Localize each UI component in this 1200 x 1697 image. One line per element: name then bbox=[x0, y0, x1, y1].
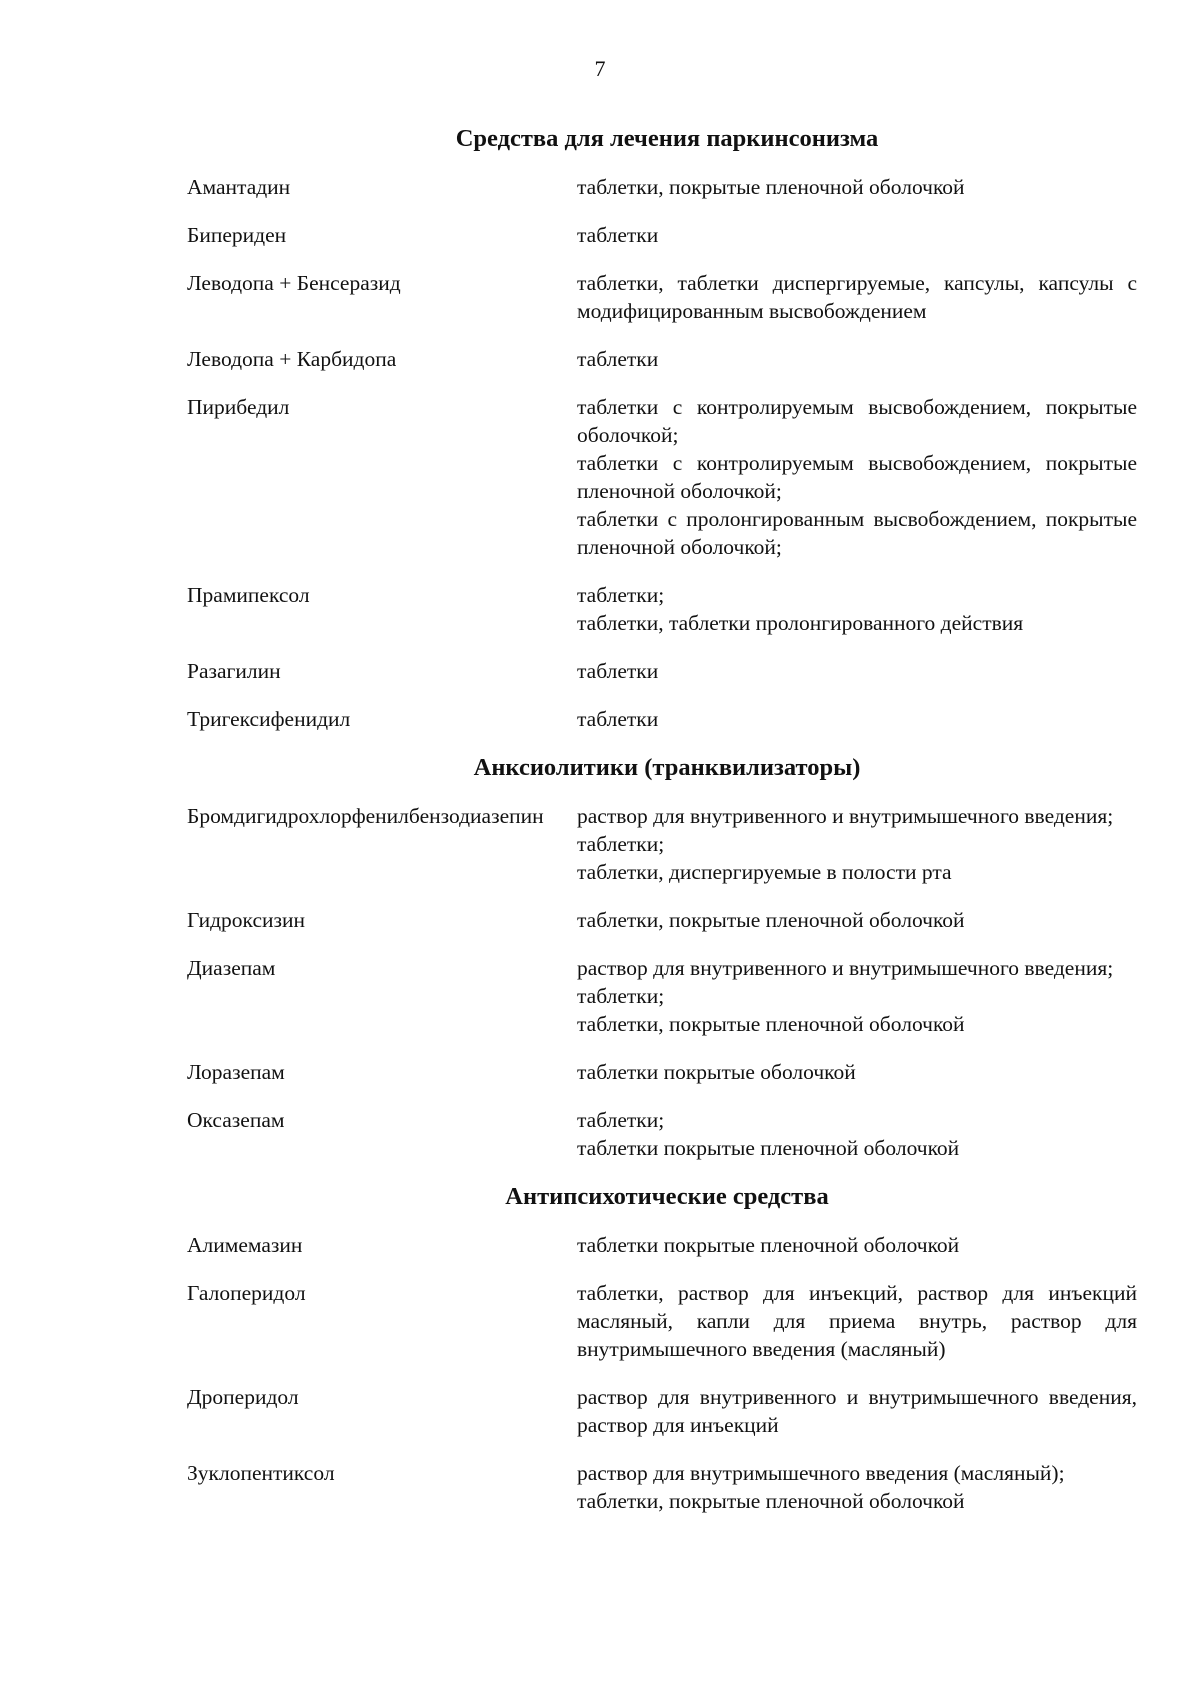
dosage-form-line: таблетки, диспергируемые в полости рта bbox=[577, 860, 952, 884]
dosage-forms bbox=[577, 1459, 1137, 1515]
dosage-form-line: таблетки, покрытые пленочной оболочкой bbox=[577, 175, 965, 199]
drug-name: Алимемазин bbox=[187, 1233, 303, 1257]
dosage-form-line: таблетки; bbox=[577, 832, 665, 856]
dosage-form-line: таблетки покрытые пленочной оболочкой bbox=[577, 1136, 960, 1160]
section-title: Антипсихотические средства bbox=[505, 1183, 829, 1210]
dosage-forms bbox=[577, 1279, 1137, 1363]
drug-name: Леводопа + Бенсеразид bbox=[187, 271, 401, 295]
dosage-forms bbox=[577, 345, 1137, 373]
drug-name: Тригексифенидил bbox=[187, 707, 351, 731]
drug-name: Разагилин bbox=[187, 659, 281, 683]
drug-row bbox=[187, 269, 1137, 325]
drug-row bbox=[187, 906, 1137, 934]
dosage-form-line: таблетки, таблетки пролонгированного действия bbox=[577, 611, 1024, 635]
drug-row bbox=[187, 657, 1137, 685]
dosage-form-line: таблетки покрытые пленочной оболочкой bbox=[577, 1233, 960, 1257]
dosage-form-line: таблетки покрытые оболочкой bbox=[577, 1060, 856, 1084]
dosage-form-line: таблетки bbox=[577, 223, 659, 247]
drug-name: Леводопа + Карбидопа bbox=[187, 347, 397, 371]
drug-row bbox=[187, 802, 1137, 886]
drug-row bbox=[187, 221, 1137, 249]
drug-row bbox=[187, 393, 1137, 561]
document-body bbox=[187, 124, 1137, 1535]
dosage-form-line: таблетки, покрытые пленочной оболочкой bbox=[577, 908, 965, 932]
dosage-forms bbox=[577, 393, 1137, 561]
dosage-forms bbox=[577, 1231, 1137, 1259]
dosage-form-line: таблетки, раствор для инъекций, раствор для инъекций масляный, капли для приема внутрь, раствор для внутримышечного введения (масляный) bbox=[577, 1281, 1137, 1361]
dosage-forms bbox=[577, 906, 1137, 934]
drug-name: Диазепам bbox=[187, 956, 276, 980]
dosage-form-line: таблетки bbox=[577, 707, 659, 731]
drug-name: Прамипексол bbox=[187, 583, 310, 607]
dosage-form-line: таблетки с контролируемым высвобождением, покрытые оболочкой; bbox=[577, 395, 1137, 447]
drug-row bbox=[187, 1279, 1137, 1363]
drug-name: Галоперидол bbox=[187, 1281, 306, 1305]
dosage-forms bbox=[577, 173, 1137, 201]
drug-row bbox=[187, 705, 1137, 733]
drug-name: Лоразепам bbox=[187, 1060, 285, 1084]
dosage-form-line: раствор для внутривенного и внутримышечного введения, раствор для инъекций bbox=[577, 1385, 1137, 1437]
section-title: Анксиолитики (транквилизаторы) bbox=[473, 754, 861, 781]
dosage-forms bbox=[577, 1058, 1137, 1086]
drug-name: Бипериден bbox=[187, 223, 287, 247]
drug-row bbox=[187, 173, 1137, 201]
section-title: Средства для лечения паркинсонизма bbox=[455, 125, 879, 152]
section bbox=[187, 124, 1137, 733]
dosage-form-line: таблетки с контролируемым высвобождением, покрытые пленочной оболочкой; bbox=[577, 451, 1137, 503]
dosage-forms bbox=[577, 705, 1137, 733]
dosage-form-line: раствор для внутривенного и внутримышечного введения; bbox=[577, 804, 1114, 828]
dosage-forms bbox=[577, 269, 1137, 325]
dosage-form-line: таблетки; bbox=[577, 1108, 665, 1132]
dosage-form-line: таблетки, покрытые пленочной оболочкой bbox=[577, 1489, 965, 1513]
dosage-form-line: таблетки; bbox=[577, 583, 665, 607]
drug-row bbox=[187, 1231, 1137, 1259]
dosage-forms bbox=[577, 581, 1137, 637]
drug-row bbox=[187, 345, 1137, 373]
dosage-form-line: раствор для внутривенного и внутримышечного введения; bbox=[577, 956, 1114, 980]
drug-name: Амантадин bbox=[187, 175, 291, 199]
dosage-forms bbox=[577, 1383, 1137, 1439]
dosage-forms bbox=[577, 221, 1137, 249]
page-number: 7 bbox=[594, 56, 606, 81]
drug-row bbox=[187, 954, 1137, 1038]
dosage-forms bbox=[577, 657, 1137, 685]
drug-row bbox=[187, 1459, 1137, 1515]
drug-name: Зуклопентиксол bbox=[187, 1461, 335, 1485]
dosage-form-line: таблетки с пролонгированным высвобождением, покрытые пленочной оболочкой; bbox=[577, 507, 1137, 559]
dosage-form-line: таблетки, покрытые пленочной оболочкой bbox=[577, 1012, 965, 1036]
section bbox=[187, 753, 1137, 1162]
drug-name: Бромдигидрохлорфенилбензодиазепин bbox=[187, 804, 544, 828]
drug-row bbox=[187, 581, 1137, 637]
drug-row bbox=[187, 1383, 1137, 1439]
section bbox=[187, 1182, 1137, 1515]
dosage-forms bbox=[577, 802, 1137, 886]
dosage-forms bbox=[577, 954, 1137, 1038]
drug-name: Гидроксизин bbox=[187, 908, 306, 932]
drug-name: Дроперидол bbox=[187, 1385, 299, 1409]
dosage-form-line: таблетки; bbox=[577, 984, 665, 1008]
drug-row bbox=[187, 1058, 1137, 1086]
dosage-forms bbox=[577, 1106, 1137, 1162]
dosage-form-line: таблетки bbox=[577, 347, 659, 371]
drug-name: Пирибедил bbox=[187, 395, 290, 419]
drug-name: Оксазепам bbox=[187, 1108, 285, 1132]
dosage-form-line: раствор для внутримышечного введения (масляный); bbox=[577, 1461, 1065, 1485]
dosage-form-line: таблетки bbox=[577, 659, 659, 683]
drug-row bbox=[187, 1106, 1137, 1162]
dosage-form-line: таблетки, таблетки диспергируемые, капсулы, капсулы с модифицированным высвобождением bbox=[577, 271, 1137, 323]
